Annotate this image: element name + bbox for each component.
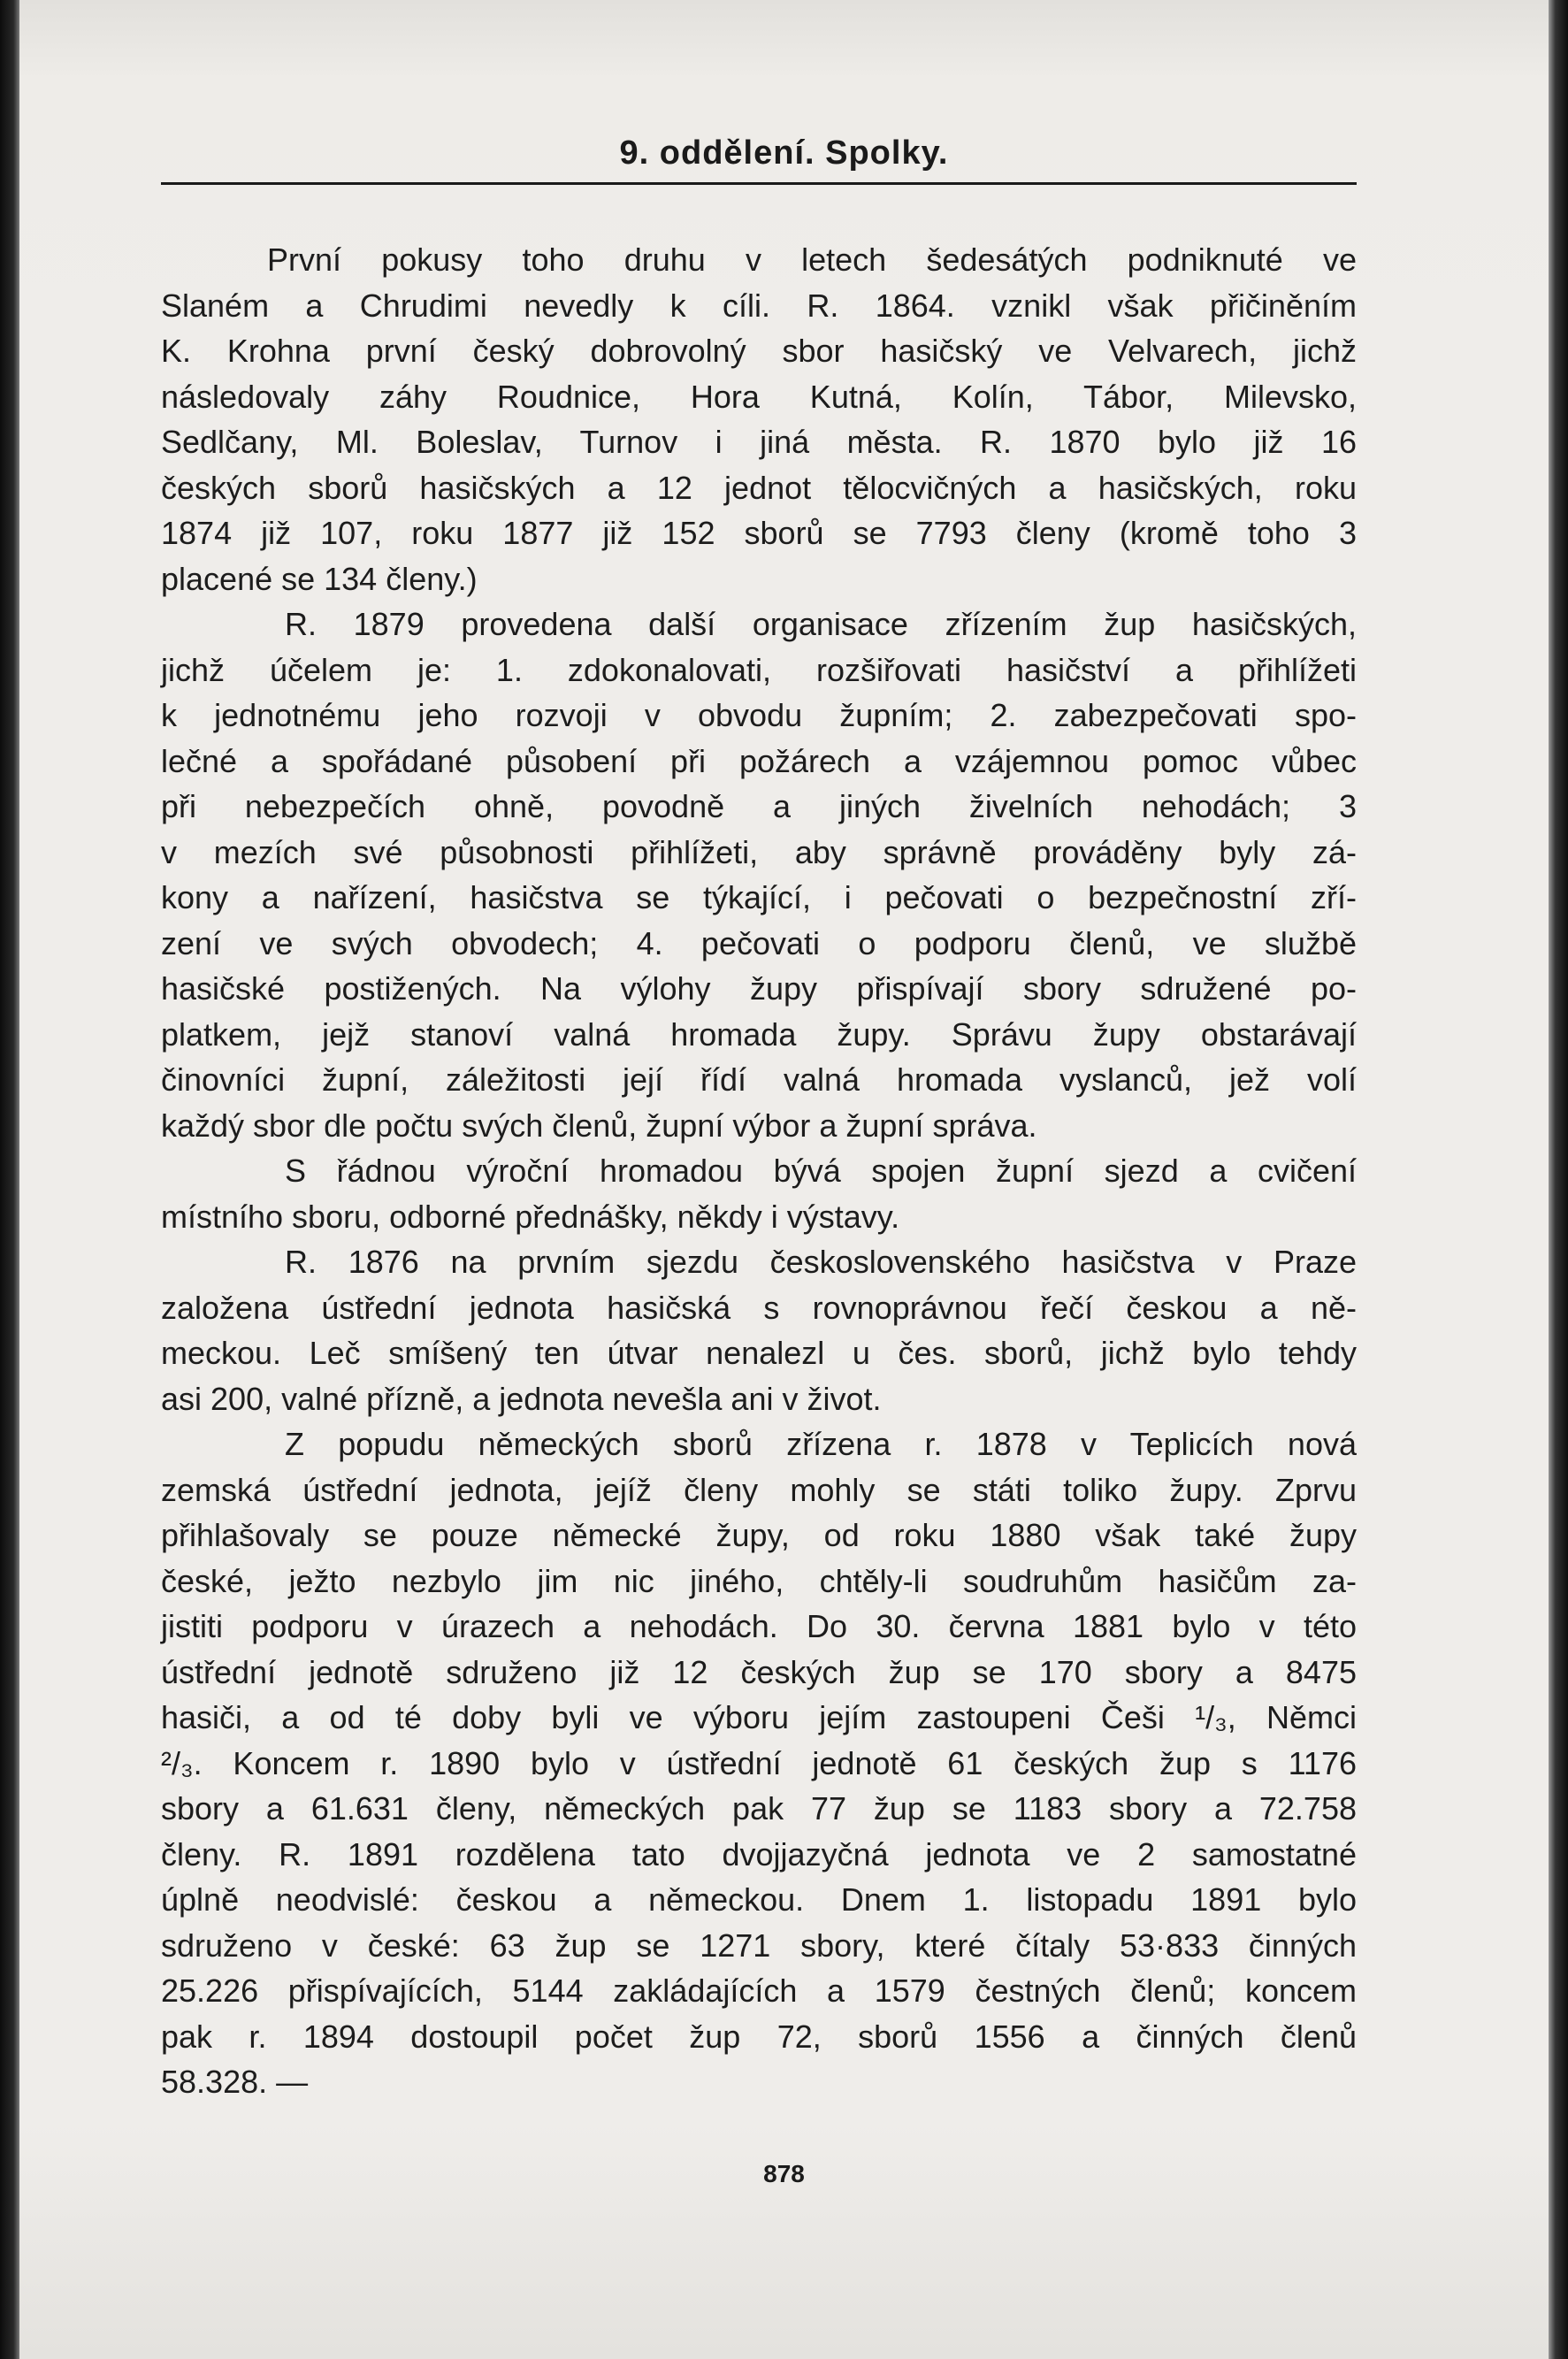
text-line: pak r. 1894 dostoupil počet žup 72, sborů 1556 a činných členů bbox=[161, 2018, 1357, 2055]
text-line: S řádnou výroční hromadou bývá spojen župní sjezd a cvičení bbox=[285, 1153, 1357, 1189]
header-rule bbox=[161, 182, 1357, 185]
text-line: 25.226 přispívajících, 5144 zakládajících a 1579 čestných členů; koncem bbox=[161, 1972, 1357, 2009]
text-line: platkem, jejž stanoví valná hromada župy. Správu župy obstarávají bbox=[161, 1015, 1357, 1053]
text-line: zení ve svých obvodech; 4. pečovati o podporu členů, ve službě bbox=[161, 924, 1357, 961]
text-line: ²/₃. Koncem r. 1890 bylo v ústřední jednotě 61 českých žup s 1176 bbox=[161, 1744, 1357, 1781]
text-line: přihlašovaly se pouze německé župy, od roku 1880 však také župy bbox=[161, 1517, 1357, 1553]
text-line: v mezích své působnosti přihlížeti, aby správně prováděny byly zá- bbox=[161, 833, 1357, 870]
text-line: První pokusy toho druhu v letech šedesátých podniknuté ve bbox=[267, 241, 1357, 278]
text-line: zemská ústřední jednota, jejíž členy mohly se státi toliko župy. Zprvu bbox=[161, 1471, 1357, 1508]
text-line: 58.328. — bbox=[161, 2064, 309, 2100]
text-line: K. Krohna první český dobrovolný sbor hasičský ve Velvarech, jichž bbox=[161, 333, 1357, 369]
book-page bbox=[19, 0, 1549, 2359]
text-line: sdruženo v české: 63 žup se 1271 sbory, které čítaly 53·833 činných bbox=[161, 1926, 1357, 1964]
text-line: jistiti podporu v úrazech a nehodách. Do 30. června 1881 bylo v této bbox=[161, 1608, 1357, 1644]
body-text bbox=[161, 237, 1357, 2105]
text-line: české, ježto nezbylo jim nic jiného, chtěly-li soudruhům hasičům za- bbox=[161, 1562, 1357, 1599]
text-line: kony a nařízení, hasičstva se týkající, i pečovati o bezpečnostní zří- bbox=[161, 879, 1357, 915]
right-scan-border bbox=[1549, 0, 1568, 2359]
text-line: Slaném a Chrudimi nevedly k cíli. R. 1864. vznikl však přičiněním bbox=[161, 287, 1357, 324]
text-line: jichž účelem je: 1. zdokonalovati, rozšiřovati hasičství a přihlížeti bbox=[161, 651, 1357, 688]
text-line: následovaly záhy Roudnice, Hora Kutná, Kolín, Tábor, Milevsko, bbox=[161, 378, 1357, 415]
text-line: ústřední jednotě sdruženo již 12 českých žup se 170 sbory a 8475 bbox=[161, 1653, 1357, 1690]
text-line: k jednotnému jeho rozvoji v obvodu župním; 2. zabezpečovati spo- bbox=[161, 697, 1357, 733]
text-line: založena ústřední jednota hasičská s rovnoprávnou řečí českou a ně- bbox=[161, 1289, 1357, 1326]
text-line: placené se 134 členy.) bbox=[161, 560, 478, 597]
text-line: českých sborů hasičských a 12 jednot tělocvičných a hasičských, roku bbox=[161, 469, 1357, 506]
text-line: činovníci župní, záležitosti její řídí valná hromada vyslanců, jež volí bbox=[161, 1061, 1357, 1098]
text-line: lečné a spořádané působení při požárech a vzájemnou pomoc vůbec bbox=[161, 742, 1357, 779]
text-line: hasičské postižených. Na výlohy župy přispívají sbory sdružené po- bbox=[161, 970, 1357, 1007]
left-scan-border bbox=[0, 0, 19, 2359]
text-line: Z popudu německých sborů zřízena r. 1878 v Teplicích nová bbox=[285, 1426, 1357, 1462]
text-line: 1874 již 107, roku 1877 již 152 sborů se 7793 členy (kromě toho 3 bbox=[161, 515, 1357, 551]
text-line: hasiči, a od té doby byli ve výboru jejím zastoupeni Češi ¹/₃, Němci bbox=[161, 1699, 1357, 1735]
page-number: 878 bbox=[763, 2160, 805, 2187]
text-line: každý sbor dle počtu svých členů, župní výbor a župní správa. bbox=[161, 1107, 1037, 1144]
text-line: místního sboru, odborné přednášky, někdy i výstavy. bbox=[161, 1198, 900, 1235]
text-line: sbory a 61.631 členy, německých pak 77 žup se 1183 sbory a 72.758 bbox=[161, 1790, 1357, 1827]
text-line: R. 1876 na prvním sjezdu československého hasičstva v Praze bbox=[285, 1244, 1357, 1280]
text-line: úplně neodvislé: českou a německou. Dnem 1. listopadu 1891 bylo bbox=[161, 1881, 1357, 1918]
page-header: 9. oddělení. Spolky. bbox=[619, 134, 949, 172]
text-line: při nebezpečích ohně, povodně a jiných živelních nehodách; 3 bbox=[161, 788, 1357, 824]
text-line: asi 200, valné přízně, a jednota nevešla ani v život. bbox=[161, 1380, 882, 1417]
text-line: meckou. Leč smíšený ten útvar nenalezl u čes. sborů, jichž bylo tehdy bbox=[161, 1335, 1357, 1371]
text-line: Sedlčany, Ml. Boleslav, Turnov i jiná města. R. 1870 bylo již 16 bbox=[161, 424, 1357, 460]
text-line: členy. R. 1891 rozdělena tato dvojjazyčná jednota ve 2 samostatné bbox=[161, 1835, 1357, 1873]
text-line: R. 1879 provedena další organisace zřízením žup hasičských, bbox=[285, 606, 1357, 642]
